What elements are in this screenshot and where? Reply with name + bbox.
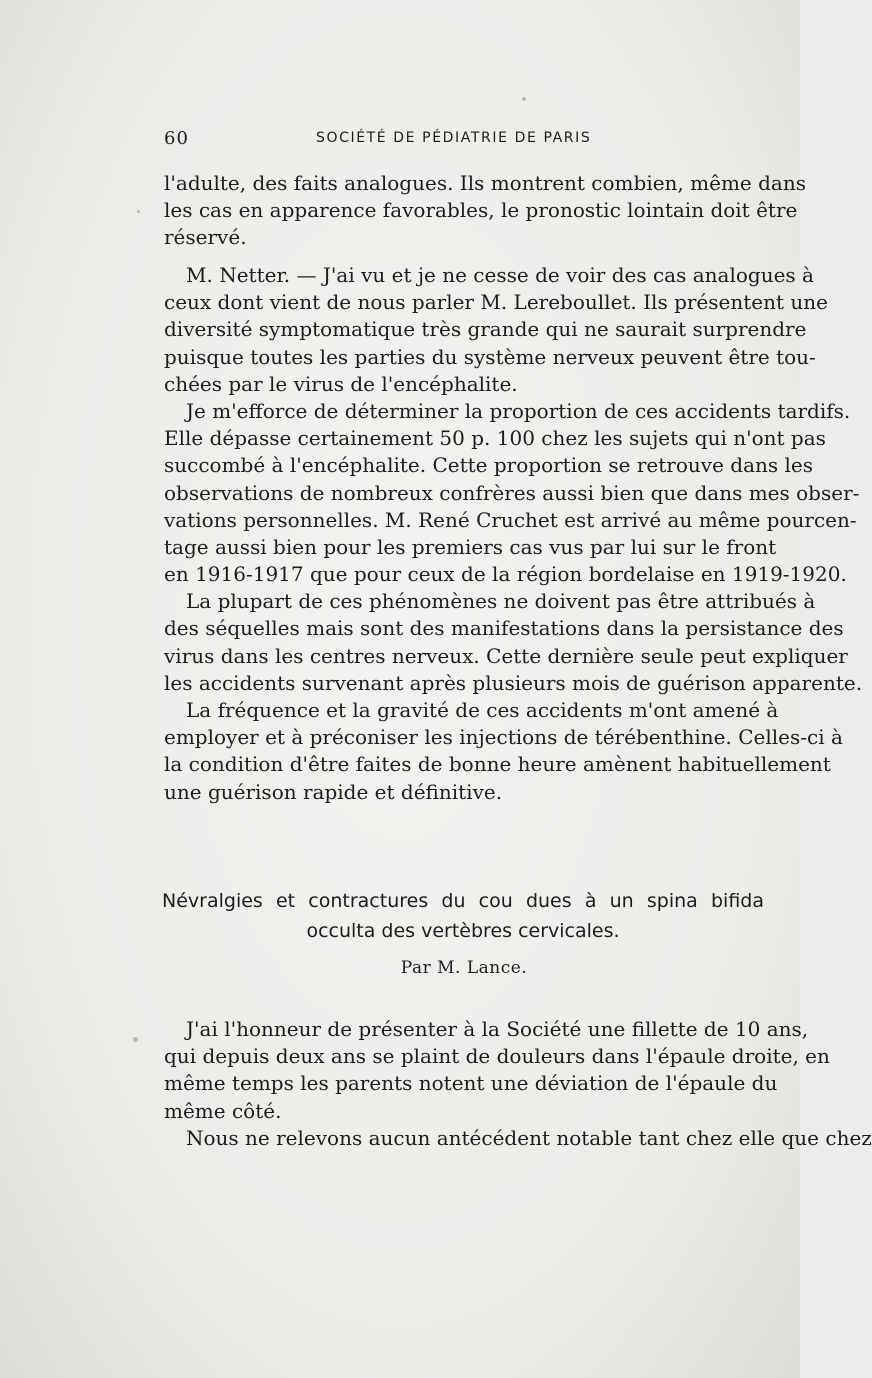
text-line: en 1916-1917 que pour ceux de la région bordelaise en 1919-1920. — [164, 562, 847, 587]
text-line: des séquelles mais sont des manifestations dans la persistance des — [164, 616, 844, 641]
scan-speck — [522, 97, 526, 101]
text-line: réservé. — [164, 225, 247, 250]
text-line: diversité symptomatique très grande qui ne saurait surprendre — [164, 317, 807, 342]
text-line: même côté. — [164, 1098, 282, 1123]
text-line: chées par le virus de l'encéphalite. — [164, 371, 518, 396]
text-line: observations de nombreux confrères aussi bien que dans mes obser- — [164, 480, 860, 505]
text-line: Nous ne relevons aucun antécédent notable tant chez elle que chez — [186, 1125, 872, 1150]
scan-speck — [133, 1037, 138, 1042]
text-line: une guérison rapide et définitive. — [164, 779, 503, 804]
text-line: vations personnelles. M. René Cruchet est arrivé au même pourcen- — [164, 507, 857, 532]
discussion-netter — [164, 262, 863, 806]
text-line: ceux dont vient de nous parler M. Lereboullet. Ils présentent une — [164, 290, 828, 315]
text-line: Elle dépasse certainement 50 p. 100 chez les sujets qui n'ont pas — [164, 426, 826, 451]
text-line: puisque toutes les parties du système nerveux peuvent être tou- — [164, 344, 816, 369]
text-line: employer et à préconiser les injections de térébenthine. Celles-ci à — [164, 725, 843, 750]
continuation-paragraph — [164, 170, 806, 252]
text-line: M. Netter. — J'ai vu et je ne cesse de voir des cas analogues à — [186, 263, 814, 287]
text-line: La plupart de ces phénomènes ne doivent pas être attribués à — [186, 589, 816, 614]
article-title — [162, 886, 764, 946]
text-line: virus dans les centres nerveux. Cette dernière seule peut expliquer — [164, 643, 848, 668]
page-number: 60 — [164, 128, 189, 149]
text-line: l'adulte, des faits analogues. Ils montrent combien, même dans — [164, 171, 806, 195]
text-line: tage aussi bien pour les premiers cas vus par lui sur le front — [164, 534, 777, 559]
scan-speck — [137, 210, 140, 213]
text-line: les cas en apparence favorables, le pronostic lointain doit être — [164, 198, 798, 223]
article-title-line-2: occulta des vertèbres cervicales. — [306, 920, 620, 942]
article-title-line-1: Névralgies et contractures du cou dues à un spina bifida — [162, 890, 764, 912]
text-line: La fréquence et la gravité de ces accidents m'ont amené à — [186, 698, 779, 722]
text-line: succombé à l'encéphalite. Cette proportion se retrouve dans les — [164, 453, 813, 478]
text-line: J'ai l'honneur de présenter à la Société une fillette de 10 ans, — [186, 1017, 809, 1041]
text-line: Je m'efforce de déterminer la proportion de ces accidents tardifs. — [186, 398, 851, 423]
text-line: même temps les parents notent une déviation de l'épaule du — [164, 1071, 778, 1096]
article-byline: Par M. Lance. — [400, 958, 528, 978]
running-title: SOCIÉTÉ DE PÉDIATRIE DE PARIS — [316, 130, 592, 146]
text-line: les accidents survenant après plusieurs mois de guérison apparente. — [164, 670, 863, 695]
text-line: la condition d'être faites de bonne heure amènent habituellement — [164, 752, 831, 777]
article-body — [164, 1016, 872, 1152]
text-line: qui depuis deux ans se plaint de douleurs dans l'épaule droite, en — [164, 1044, 830, 1069]
running-head — [164, 128, 764, 152]
